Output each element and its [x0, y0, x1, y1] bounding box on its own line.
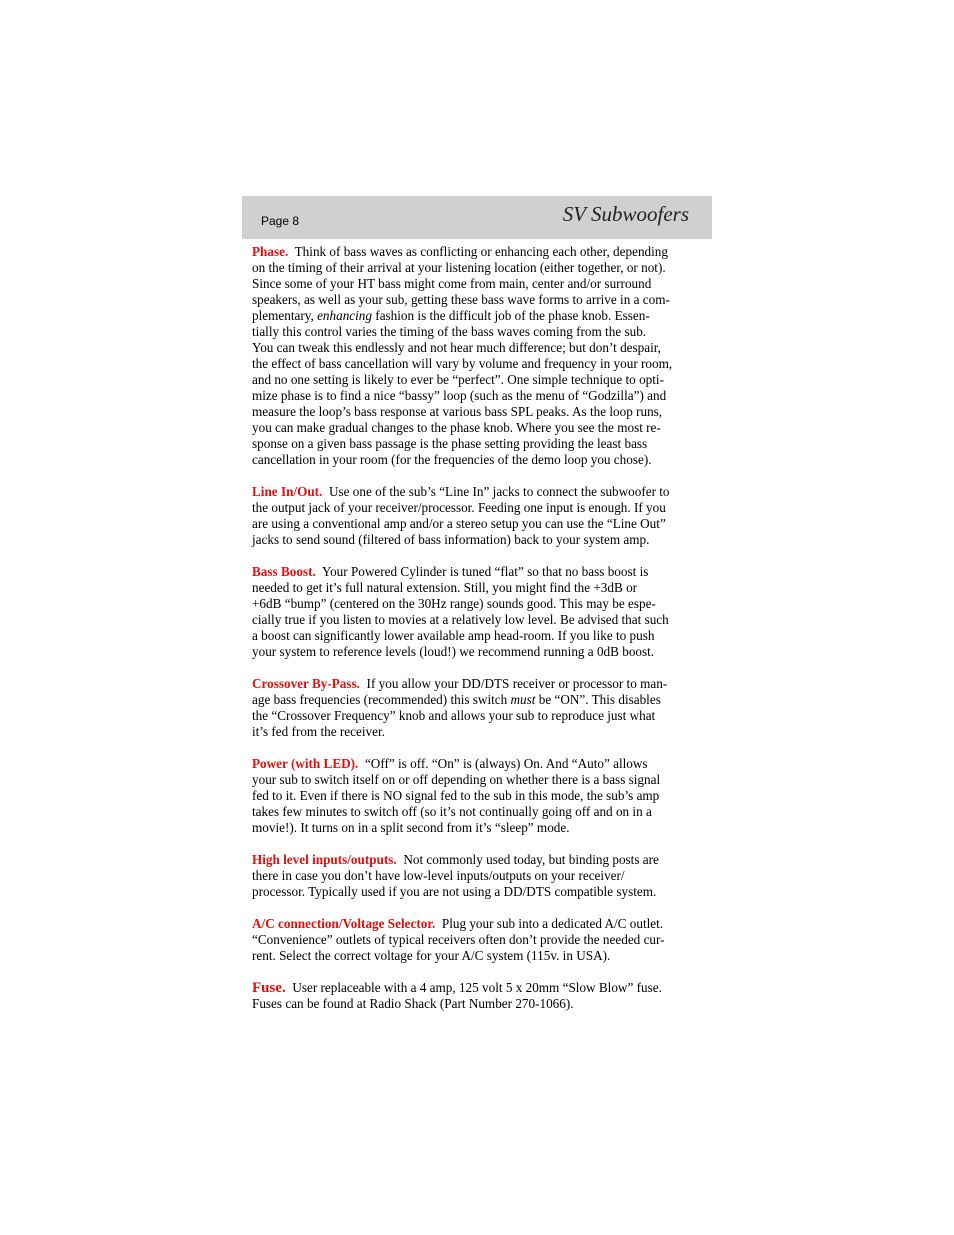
section-line-in-out	[252, 484, 704, 548]
section-line: there in case you don’t have low-level inputs/outputs on your receiver/	[252, 868, 625, 883]
section-line: plementary, enhancing fashion is the difficult job of the phase knob. Essen-	[252, 308, 650, 323]
manual-body	[252, 244, 704, 1028]
section-heading: Phase.	[252, 244, 289, 259]
section-line: on the timing of their arrival at your listening location (either together, or not).	[252, 260, 666, 275]
section-line: fed to it. Even if there is NO signal fed to the sub in this mode, the sub’s amp	[252, 788, 660, 803]
section-line: measure the loop’s bass response at various bass SPL peaks. As the loop runs,	[252, 404, 663, 419]
section-heading: Line In/Out.	[252, 484, 323, 499]
page-number: Page 8	[261, 214, 300, 228]
section-line: your system to reference levels (loud!) we recommend running a 0dB boost.	[252, 644, 655, 659]
section-line: your sub to switch itself on or off depending on whether there is a bass signal	[252, 772, 661, 787]
section-line: needed to get it’s full natural extension. Still, you might find the +3dB or	[252, 580, 638, 595]
section-line: movie!). It turns on in a split second from it’s “sleep” mode.	[252, 820, 570, 835]
section-line: the “Crossover Frequency” knob and allows your sub to reproduce just what	[252, 708, 656, 723]
brand-title: SV Subwoofers	[562, 202, 689, 226]
section-line: sponse on a given bass passage is the phase setting providing the least bass	[252, 436, 648, 451]
section-line: Bass Boost. Your Powered Cylinder is tuned “flat” so that no bass boost is	[252, 564, 649, 579]
section-heading: A/C connection/Voltage Selector.	[252, 916, 436, 931]
section-heading: Fuse.	[252, 980, 286, 996]
section-line: Fuses can be found at Radio Shack (Part Number 270-1066).	[252, 996, 574, 1011]
section-line: a boost can significantly lower available amp head-room. If you like to push	[252, 628, 655, 643]
section-line: you can make gradual changes to the phase knob. Where you see the most re-	[252, 420, 661, 435]
section-fuse	[252, 980, 704, 1012]
section-line: High level inputs/outputs. Not commonly used today, but binding posts are	[252, 852, 659, 867]
section-line: it’s fed from the receiver.	[252, 724, 385, 739]
section-line: takes few minutes to switch off (so it’s not continually going off and on in a	[252, 804, 652, 819]
section-line: tially this control varies the timing of the bass waves coming from the sub.	[252, 324, 647, 339]
section-line: speakers, as well as your sub, getting these bass wave forms to arrive in a com-	[252, 292, 670, 307]
section-line: A/C connection/Voltage Selector. Plug your sub into a dedicated A/C outlet.	[252, 916, 664, 931]
section-bass-boost	[252, 564, 704, 660]
section-power	[252, 756, 704, 836]
section-heading: Crossover By-Pass.	[252, 676, 360, 691]
section-crossover-bypass	[252, 676, 704, 740]
section-line: rent. Select the correct voltage for your A/C system (115v. in USA).	[252, 948, 611, 963]
section-line: and no one setting is likely to ever be “perfect”. One simple technique to opti-	[252, 372, 664, 387]
section-heading: High level inputs/outputs.	[252, 852, 397, 867]
section-heading: Bass Boost.	[252, 564, 316, 579]
section-line: You can tweak this endlessly and not hear much difference; but don’t despair,	[252, 340, 661, 355]
section-line: mize phase is to find a nice “bassy” loop (such as the menu of “Godzilla”) and	[252, 388, 667, 403]
section-line: Since some of your HT bass might come from main, center and/or surround	[252, 276, 652, 291]
section-line: Fuse. User replaceable with a 4 amp, 125 volt 5 x 20mm “Slow Blow” fuse.	[252, 980, 662, 996]
section-phase	[252, 244, 704, 468]
section-ac-connection	[252, 916, 704, 964]
page-header	[242, 196, 712, 239]
section-line: Line In/Out. Use one of the sub’s “Line In” jacks to connect the subwoofer to	[252, 484, 670, 499]
section-line: Crossover By-Pass. If you allow your DD/DTS receiver or processor to man-	[252, 676, 668, 691]
section-line: +6dB “bump” (centered on the 30Hz range) sounds good. This may be espe-	[252, 596, 656, 611]
section-line: cancellation in your room (for the frequencies of the demo loop you chose).	[252, 452, 652, 467]
section-line: the output jack of your receiver/processor. Feeding one input is enough. If you	[252, 500, 666, 515]
section-heading: Power (with LED).	[252, 756, 359, 771]
section-line: jacks to send sound (filtered of bass information) back to your system amp.	[252, 532, 650, 547]
section-line: age bass frequencies (recommended) this switch must be “ON”. This disables	[252, 692, 661, 707]
section-line: “Convenience” outlets of typical receivers often don’t provide the needed cur-	[252, 932, 665, 947]
section-line: Phase. Think of bass waves as conflicting or enhancing each other, depending	[252, 244, 668, 259]
section-line: are using a conventional amp and/or a stereo setup you can use the “Line Out”	[252, 516, 666, 531]
section-line: the effect of bass cancellation will vary by volume and frequency in your room,	[252, 356, 673, 371]
section-line: cially true if you listen to movies at a relatively low level. Be advised that such	[252, 612, 669, 627]
section-line: Power (with LED). “Off” is off. “On” is (always) On. And “Auto” allows	[252, 756, 648, 771]
section-line: processor. Typically used if you are not using a DD/DTS compatible system.	[252, 884, 657, 899]
section-high-level	[252, 852, 704, 900]
